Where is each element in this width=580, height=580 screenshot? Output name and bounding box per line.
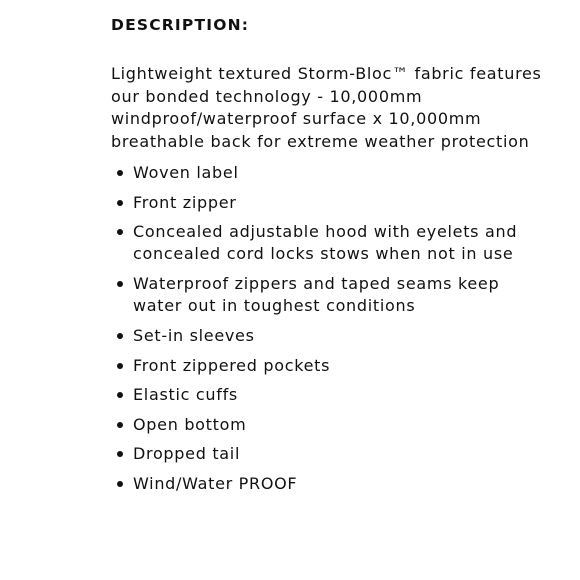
bullet-dot-icon xyxy=(117,333,123,339)
bullet-dot-icon xyxy=(117,229,123,235)
bullet-dot-icon xyxy=(117,392,123,398)
feature-text: Wind/Water PROOF xyxy=(133,473,298,493)
feature-text: Front zipper xyxy=(133,192,237,212)
feature-text: Dropped tail xyxy=(133,444,241,464)
bullet-dot-icon xyxy=(117,363,123,369)
bullet-dot-icon xyxy=(117,281,123,287)
feature-text: Woven label xyxy=(133,163,239,182)
list-item xyxy=(111,221,551,266)
bullet-dot-icon xyxy=(117,422,123,428)
list-item xyxy=(111,443,551,465)
list-item xyxy=(111,325,551,347)
list-item xyxy=(111,384,551,406)
feature-text: Elastic cuffs xyxy=(133,385,238,405)
list-item xyxy=(111,162,551,184)
feature-text: Set-in sleeves xyxy=(133,325,255,345)
feature-text: Waterproof zippers and taped seams keep water out in toughest conditions xyxy=(133,274,500,316)
list-item xyxy=(111,414,551,436)
list-item xyxy=(111,192,551,214)
bullet-dot-icon xyxy=(117,170,123,176)
feature-text: Concealed adjustable hood with eyelets and concealed cord locks stows when not in use xyxy=(133,222,518,264)
bullet-dot-icon xyxy=(117,451,123,457)
section-heading: DESCRIPTION: xyxy=(111,16,250,34)
feature-text: Front zippered pockets xyxy=(133,355,331,375)
description-panel xyxy=(111,14,551,503)
feature-list xyxy=(111,162,551,495)
list-item xyxy=(111,355,551,377)
feature-text: Open bottom xyxy=(133,414,247,434)
list-item xyxy=(111,473,551,495)
description-text: Lightweight textured Storm-Bloc™ fabric features our bonded technology - 10,000mm windproof/waterproof surface x 10,000mm breathable back for extreme weather protection xyxy=(111,64,542,151)
bullet-dot-icon xyxy=(117,481,123,487)
list-item xyxy=(111,273,551,318)
bullet-dot-icon xyxy=(117,200,123,206)
